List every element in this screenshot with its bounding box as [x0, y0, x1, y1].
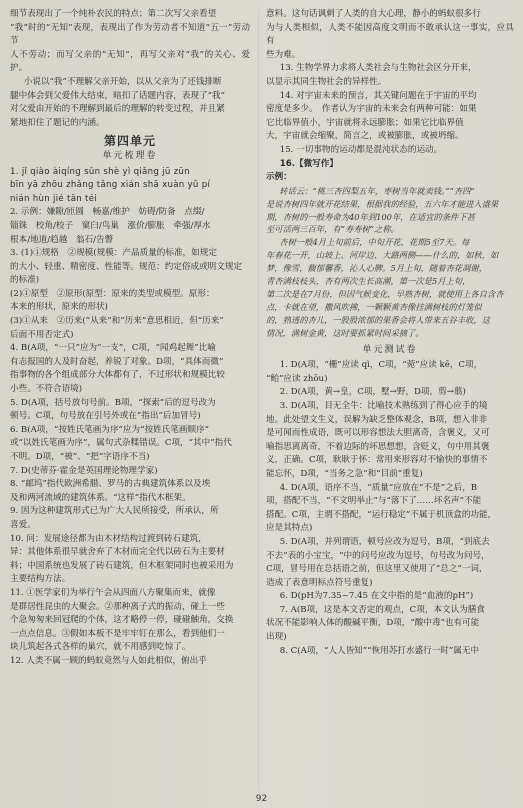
text-line: 密度是多少。 作者认为宇宙的未来会有两种可能：如果	[266, 104, 477, 115]
text-line: 14. 对宇宙未来的预言，其关键问题在于宇宙的平均	[279, 90, 477, 101]
text-line: 点，卡就在望，撒风吹拂，一颗颗黄杏像挂满树枝的灯笼似	[266, 301, 482, 312]
text-line: 搭配。C项，主谓不搭配，“运行稳定”不属于机顶盒的功能，	[266, 509, 497, 520]
text-line: 人不劳动；而写父亲的“无知”，再写父亲对“我”的关心、爱护。	[10, 49, 250, 74]
text-line: nián hùn jié tān téi	[10, 193, 98, 204]
pinyin-answers	[10, 166, 250, 207]
text-line: 腿中体会到父爱伟大结束，暗扣了话题内容，表现了“我”	[10, 90, 226, 101]
test-section-title: 单元测试卷	[362, 344, 418, 355]
text-line: 梦，像雪，馥郁馨香，沁人心脾。5月上旬，随着杏花凋谢，	[266, 263, 487, 274]
text-line: 根本/地道/趋越 翁石/告瞥	[10, 234, 114, 245]
text-line: 不明。D项，“被”、“把”字语序不当)	[10, 452, 150, 462]
text-line: 3. (1)①规格 ②规模(规模：产品质量的标准，如规定	[10, 248, 217, 259]
text-line: 11. ①医学家们为举行午会从四面八方聚集而来，就像	[10, 587, 216, 598]
text-line: 1. jǐ qiào àiqíng sǔn shè yì qiǎng jū zūn	[10, 166, 190, 177]
text-line: 至可活两三百年，有“寿寿树”之称。	[266, 224, 399, 235]
test-answer-list	[266, 359, 514, 658]
text-line: 年春花一开，山坡上、河岸边、大路两侧——什么的，如秋，如	[266, 250, 499, 261]
intro-paragraph-2	[10, 76, 250, 130]
text-line: 15. 一切事物的运动都是混沌状态的运动。	[279, 144, 443, 155]
text-line: 指事物的各个组成部分大体都有了，不过形状和规模比较	[10, 370, 225, 381]
text-line: 应是其特点)	[266, 523, 313, 534]
sample-essay	[266, 185, 514, 340]
continued-paragraph	[266, 8, 514, 62]
text-line: 出现)	[266, 632, 287, 643]
text-line: 地。此处望文生义，误解为缺乏整体观念，B项，想入非非	[266, 414, 488, 425]
text-line: (2)①原型 ②原形(原型：原来的类型或模型。原形：	[10, 288, 215, 299]
text-line: 紧地扣住了题记的内涵。	[10, 117, 105, 128]
text-line: 2. 示例：嫌隙/匝圆 畅嘉/维护 妨碍/防备 点缀/	[10, 207, 205, 218]
text-line: 6. D(pH为7.35~7.45 在文中指的是“血液的pH”)	[279, 591, 474, 602]
text-line: bīn yā zhōu zhǎng tǎng xián shā xuàn yǔ pí	[10, 180, 211, 191]
text-line: 异：其他体系很早就舍弃了木材而完全代以砖石为主要材	[10, 547, 225, 558]
text-line: 3. D(A项，目无全牛：比喻技术熟练到了得心应手的境	[279, 400, 488, 411]
text-line: 个急匆匆来回冠爬的个体，这才略停一停，碰碰触角，交换	[10, 615, 234, 626]
text-line: C项，冒号用在总括语之前，但这里又使用了“总之”一词，	[266, 564, 488, 575]
text-line: 6. B(A项，“按姓氏笔画为序”应为“按姓氏笔画顺序”	[10, 424, 210, 435]
text-line: 12. 人类不属一顾的蚂蚁竟然与人如此相似，俯出乎	[10, 655, 207, 666]
text-line: 义，正确。C项，耿耿于怀：常用来形容对不愉快的事情不	[266, 455, 488, 466]
text-line: 13. 生物学界力求将人类社会与生物社会区分开来，	[279, 63, 477, 74]
text-line: 情况，满树金黄，这时要抓紧时间采摘了。	[266, 327, 424, 338]
text-line: 一点点信息。③假如本板不是牢牢钉在那么，看到他们一	[10, 628, 225, 639]
text-line: 小些。不符合语境)	[10, 384, 83, 395]
text-line: 杏树一般4月上旬前后，中旬开花，花期5至7天。每	[279, 237, 470, 248]
text-line: 料；中国系统也发展了砖石建筑，但木框架同时也被采用为	[10, 560, 234, 571]
text-line: 是可闻而性成语，既可以形容想法大胆离奇，含褒义，又可	[266, 428, 490, 439]
text-line: 4. B(A项，“一只”应为“一支”，C项，“闻鸡起舞”比喻	[10, 343, 216, 354]
text-line: 及和两河流域的建筑体系。“这样”指代木框架。	[10, 492, 191, 503]
right-column	[266, 8, 514, 658]
page-number: 92	[255, 794, 268, 804]
text-line: 青杏满枝枝头，杏有两次生长高潮，第一次是5月上旬，	[266, 276, 471, 287]
text-line: 7. A(B项，这是本文否定的观点，C项，本文认为膳食	[279, 604, 486, 615]
text-line: “我”时的“无知”表现，表现出了作为劳动者不知道“五一”劳动节	[10, 22, 250, 47]
text-line: 的，熟透的杏儿，一股股浓郁的果香会将人带来五谷丰收，这	[266, 314, 491, 325]
text-line: 主要结构方法。	[10, 574, 71, 585]
text-line: 是群居性昆虫的大聚会。②那种离子式的振动，碰上一些	[10, 601, 225, 612]
text-line: 对父爱由开始的不理解到最后的理解的转变过程，并且紧	[10, 104, 225, 115]
answer-list	[10, 206, 250, 668]
text-line: 不去”表的小宝宝，“中的问号应改为逗号，句号改为问号，	[266, 550, 490, 561]
intro-paragraph-1	[10, 8, 250, 76]
text-line: 为与人类相似，人类不能因高度文明而不敢承认这一事实，应具有	[266, 22, 514, 47]
unit-title: 第四单元	[103, 134, 156, 149]
text-line: 7. D(史蒂芬·霍金是英国理论物理学家)	[10, 465, 158, 476]
micro-writing-label: 16.【微写作】	[279, 158, 338, 169]
text-line: 细节表现出了一个纯朴农民的特点；第二次写父亲看望	[10, 9, 217, 19]
text-line: 8. C(A项，“人人皆知”“恢用苏打水盛行一时”属无中	[279, 645, 480, 656]
text-line: 5. D(A项，并列谓语，顿号应改为逗号，B项，“到底去	[279, 536, 490, 547]
text-line: 顿号。C项，句号放在引号外或在“指出”后加冒号)	[10, 411, 201, 422]
text-line: 锱铢 校角/校子 窠臼/鸟巢 涨价/膨胀 牵强/厚水	[10, 220, 211, 231]
text-line: 喜爱。	[10, 519, 36, 530]
unit-subtitle: 单元梳理卷	[102, 150, 158, 161]
text-line: 转话云：“桃三杏四梨五年，枣树当年就卖钱。”“杏四”	[279, 185, 475, 196]
text-line: 是说杏树四年就开花结果，根据我的经验，五六年才能进入盛果	[266, 198, 499, 209]
left-column	[10, 8, 250, 669]
text-line: 以显示其同生物社会的异样性。	[266, 76, 387, 87]
text-line: 大，宇宙就会缩聚，简言之，或被膨胀，或被坍缩。	[266, 131, 464, 142]
text-line: 4. D(A项，语序不当，“质量”应放在“不是”之后，B	[279, 482, 478, 493]
text-line: 或“以姓氏笔画为序”，属句式杂糅错误。C项，“其中”指代	[10, 438, 232, 449]
text-line: 块儿筑起各式各样的巢穴，就不用感到吃惊了。	[10, 642, 191, 653]
text-line: 5. D(A项，括号放句号前。B项，“探索”后的逗号改为	[10, 397, 216, 408]
text-line: 意料。这句话讽刺了人类的自大心理，静小的蚂蚁很多行	[266, 9, 481, 19]
text-line: 能忘怀，D项，“当务之急”和“目前”重复)	[266, 468, 423, 479]
column-divider	[258, 10, 259, 790]
text-line: 的大小、轻重、精密度、性能等。规范：约定俗成或明文规定	[10, 261, 243, 272]
text-line: 期，杏树的一般寿命为40年到100年，在适宜的条件下甚	[266, 211, 475, 222]
text-line: 8. “邮坞”指代欧洲希腊、罗马的古典建筑体系以及埃	[10, 479, 211, 490]
text-line: 些为难。	[266, 49, 301, 60]
answer-list-continued	[266, 62, 514, 157]
text-line: 2. D(A项，黄→皇，C项，墅→野，D项，剪→翦)	[279, 387, 466, 398]
text-line: 项，搭配不当，“不文明举止”与“落下了……坏名声”不能	[266, 496, 482, 507]
text-line: “鲐”应读 zhōu)	[266, 373, 328, 384]
text-line: 造成了表意明标点符号重复)	[266, 577, 373, 588]
text-line: 第二次是在7月份，但因气候变化，早熟杏树，就使用上各自含杏	[266, 288, 504, 299]
sample-label: 示例：	[266, 172, 292, 183]
text-line: 喻指思离离奇，不着边际的坏思想想，含贬义，句中用其褒	[266, 441, 490, 452]
text-line: 后面不用否定式)	[10, 329, 74, 340]
text-line: 10. 问：发展途径都为由木材结构过渡到砖石建筑，	[10, 533, 207, 544]
text-line: 它比临界值小，宇宙就将永远膨胀；如果它比临界值	[266, 117, 464, 128]
text-line: 9. 因为这种建筑形式已为广大人民所接受，所承认，所	[10, 506, 219, 517]
text-line: 状况不能影响人体的酸碱平衡，D项，“酸中毒”也有可能	[266, 618, 480, 629]
text-line: 小说以“我”不理解父亲开始，以从父亲为了还钱排断	[23, 76, 222, 87]
text-line: (3)①从来 ②历来(“从来”和“历来”意思相近，但“历来”	[10, 316, 224, 327]
text-line: 本来的形状，原来的形状)	[10, 302, 108, 313]
text-line: 有志报国的人及时奋起，养锐了对象。D项，“具体而微”	[10, 356, 224, 367]
text-line: 的标准)	[10, 275, 40, 286]
text-line: 1. D(A项，“栅”应读 qì，C项，“菀”应读 kē，C项，	[279, 360, 483, 371]
